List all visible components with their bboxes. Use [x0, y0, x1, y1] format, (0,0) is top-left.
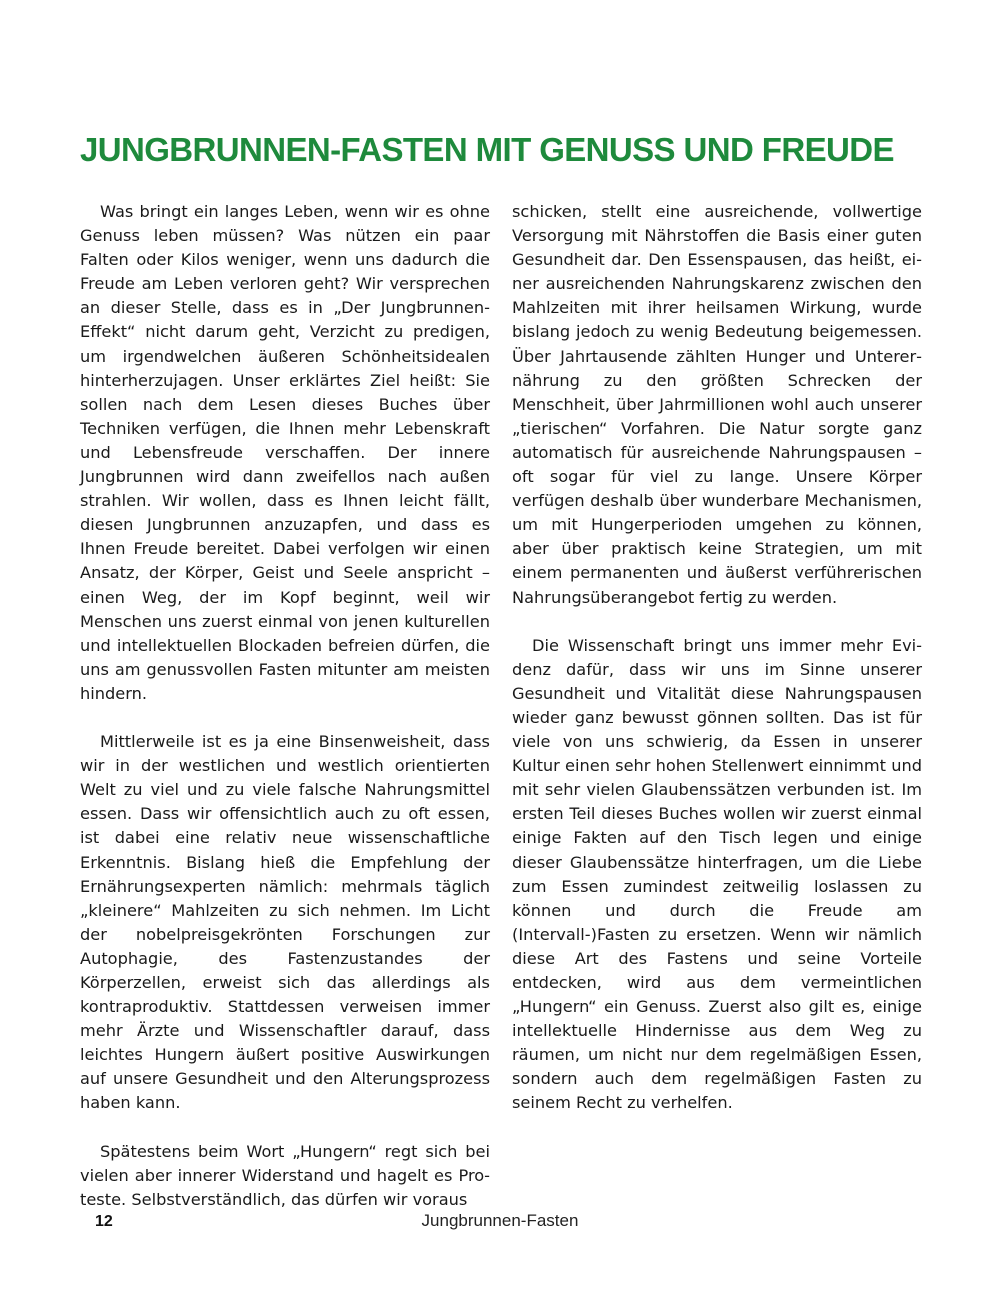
- chapter-heading: JUNGBRUNNEN-FASTEN MIT GENUSS UND FREUDE: [80, 131, 894, 168]
- paragraph-1: Was bringt ein langes Leben, wenn wir es ohne Genuss leben müssen? Was nützen ein paar Falten oder Kilos weniger, wenn uns dadurch die Freude am Leben verloren geht? Wir versprechen an dieser Stelle, dass es in „Der Jungbrunnen-Effekt“ nicht darum geht, Verzicht zu predigen, um irgendwelchen äußeren Schönheitsidealen hinterherzujagen. Unser erklärtes Ziel heißt: Sie sollen nach dem Lesen dieses Buches über Techniken verfügen, die Ihnen mehr Lebenskraft und Lebensfreude verschaffen. Der innere Jungbrunnen wird dann zweifellos nach außen strahlen. Wir wollen, dass es Ihnen leicht fällt, diesen Jungbrunnen anzuzapfen, und dass es Ihnen Freude bereitet. Dabei verfolgen wir einen Ansatz, der Körper, Geist und Seele anspricht – einen Weg, der im Kopf beginnt, weil wir Menschen uns zuerst einmal von jenen kulturellen und intellektuellen Blockaden befreien dürfen, die uns am genussvollen Fasten mitunter am meisten hindern.: [80, 202, 490, 703]
- running-footer: Jungbrunnen-Fasten: [421, 1211, 579, 1230]
- page-number: 12: [95, 1213, 113, 1230]
- left-text-column: [80, 200, 490, 1212]
- paragraph-2: Mittlerweile ist es ja eine Binsenweisheit, dass wir in der westlichen und westlich orientierten Welt zu viel und zu viele falsche Nahrungsmittel essen. Dass wir offensichtlich auch zu oft essen, ist dabei eine relativ neue wissenschaftliche Erkenntnis. Bislang hieß die Empfehlung der Ernährungsexperten nämlich: mehrmals täglich „kleinere“ Mahlzeiten zu sich nehmen. Im Licht der nobelpreisgekrönten Forschungen zur Autophagie, des Fastenzustandes der Körperzellen, erweist sich das allerdings als kontraproduktiv. Stattdessen verweisen immer mehr Ärzte und Wissenschaftler darauf, dass leichtes Hungern äußert positive Auswirkungen auf unsere Gesundheit und den Alterungsprozess haben kann.: [80, 732, 490, 1113]
- paragraph-3-continued: schicken, stellt eine ausreichende, vollwertige Versorgung mit Nährstoffen die Basis einer guten Gesundheit dar. Den Essenspausen, das heißt, einer ausreichenden Nahrungskarenz zwischen den Mahlzeiten mit ihrer heilsamen Wirkung, wurde bislang jedoch zu wenig Bedeutung beigemessen. Über Jahrtausende zählten Hunger und Unterernährung zu den größten Schrecken der Menschheit, über Jahrmillionen wohl auch unserer „tierischen“ Vorfahren. Die Natur sorgte ganz automatisch für ausreichende Nahrungspausen – oft sogar für viel zu lange. Unsere Körper verfügen deshalb über wunderbare Mechanismen, um mit Hungerperioden umgehen zu können, aber über praktisch keine Strategien, um mit einem permanenten und äußerst verführerischen Nahrungsüberangebot fertig zu werden.: [512, 202, 922, 607]
- paragraph-4: Die Wissenschaft bringt uns immer mehr Evidenz dafür, dass wir uns im Sinne unserer Gesundheit und Vitalität diese Nahrungspausen wieder ganz bewusst gönnen sollten. Das ist für viele von uns schwierig, da Essen in unserer Kultur einen sehr hohen Stellenwert einnimmt und mit sehr vielen Glaubenssätzen verbunden ist. Im ersten Teil dieses Buches wollen wir zuerst einmal einige Fakten auf den Tisch legen und einige dieser Glaubenssätze hinterfragen, um die Liebe zum Essen zumindest zeitweilig loslassen zu können und durch die Freude am (Intervall-)Fasten zu ersetzen. Wenn wir nämlich diese Art des Fastens und seine Vorteile entdecken, wird aus dem vermeintlichen „Hungern“ ein Genuss. Zuerst also gilt es, einige intellektuelle Hindernisse aus dem Weg zu räumen, um nicht nur dem regelmäßigen Essen, sondern auch dem regelmäßigen Fasten zu seinem Recht zu verhelfen.: [512, 635, 922, 1113]
- paragraph-3: Spätestens beim Wort „Hungern“ regt sich bei vielen aber innerer Widerstand und hagelt es Proteste. Selbstverständlich, das dürfen wir voraus: [80, 1141, 490, 1209]
- right-text-column: [512, 200, 922, 1116]
